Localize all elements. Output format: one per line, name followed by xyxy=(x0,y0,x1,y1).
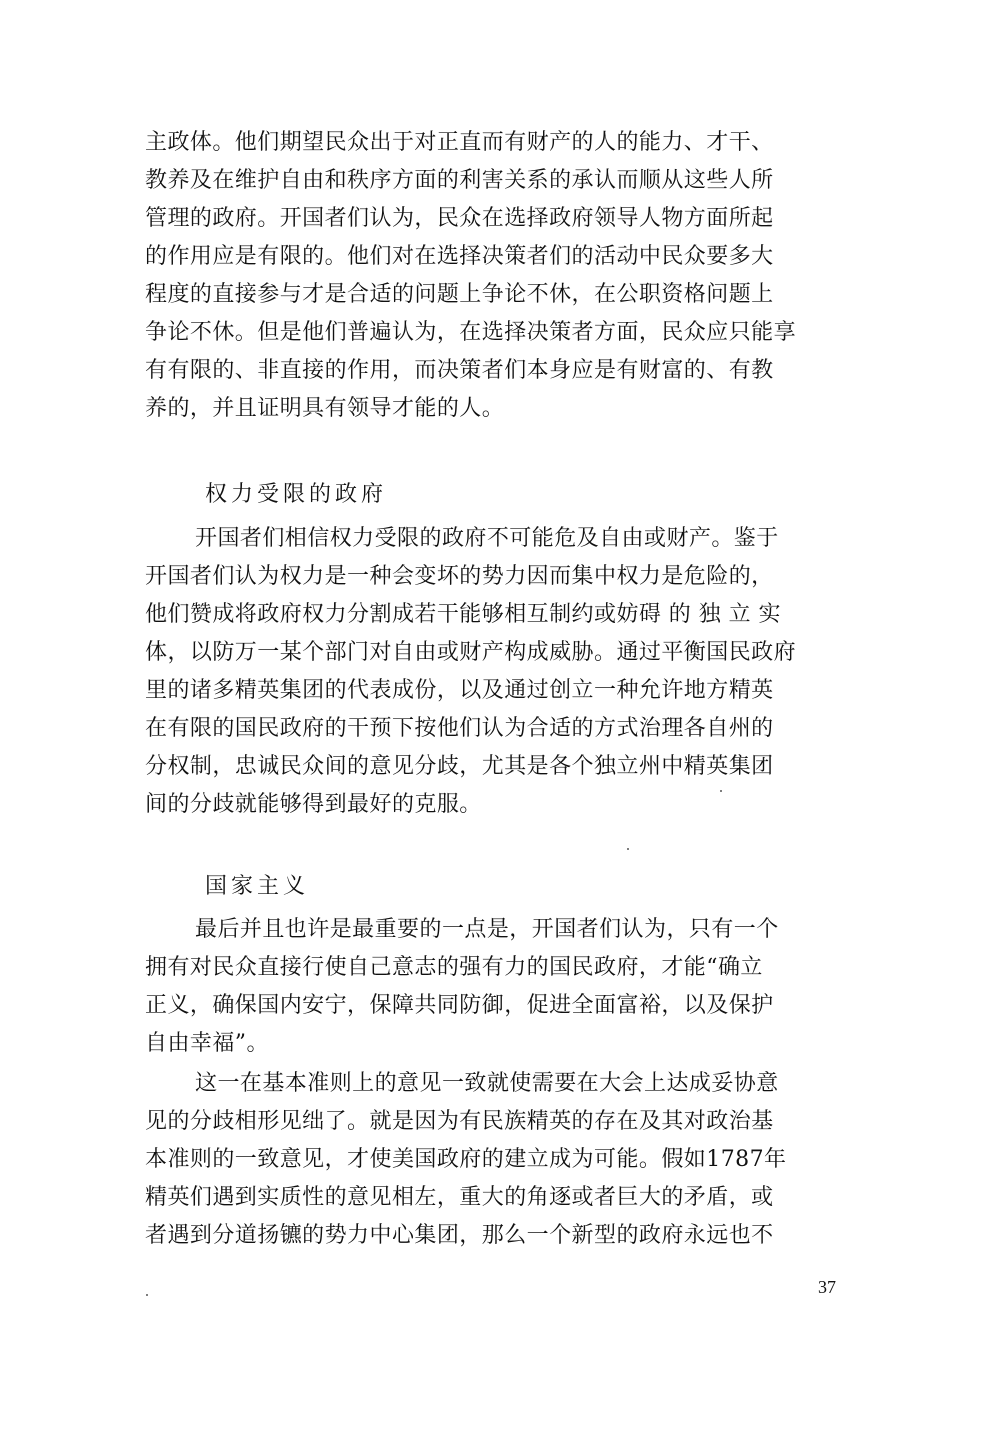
text-line: 有有限的、非直接的作用，而决策者们本身应是有财富的、有教 xyxy=(145,358,774,383)
text-line: 教养及在维护自由和秩序方面的利害关系的承认而顺从这些人所 xyxy=(145,168,774,193)
text-line: 程度的直接参与才是合适的问题上争论不休，在公职资格问题上 xyxy=(145,282,774,307)
text-line: 里的诸多精英集团的代表成份，以及通过创立一种允许地方精英 xyxy=(145,678,774,703)
text-line: 本准则的一致意见，才使美国政府的建立成为可能。假如1787年 xyxy=(145,1147,787,1172)
text-line: 这一在基本准则上的意见一致就使需要在大会上达成妥协意 xyxy=(195,1071,779,1096)
text-line: 分权制，忠诚民众间的意见分歧，尤其是各个独立州中精英集团 xyxy=(145,754,774,779)
text-line: 拥有对民众直接行使自己意志的强有力的国民政府，才能“确立 xyxy=(145,955,763,980)
text-line: 的作用应是有限的。他们对在选择决策者们的活动中民众要多大 xyxy=(145,244,774,269)
text-line: 主政体。他们期望民众出于对正直而有财产的人的能力、才干、 xyxy=(145,130,774,155)
paragraph-4 xyxy=(145,1065,855,1255)
scan-speck xyxy=(146,1294,148,1296)
text-line: 最后并且也许是最重要的一点是，开国者们认为，只有一个 xyxy=(195,917,779,942)
text-line: 养的，并且证明具有领导才能的人。 xyxy=(145,396,505,421)
text-line: 管理的政府。开国者们认为，民众在选择政府领导人物方面所起 xyxy=(145,206,774,231)
paragraph-1 xyxy=(145,124,855,428)
text-line: 他们赞成将政府权力分割成若干能够相互制约或妨碍 的 独 立 实 xyxy=(145,602,781,627)
section-heading-limited-government: 权力受限的政府 xyxy=(205,482,388,507)
page-number: 37 xyxy=(818,1277,836,1297)
text-line: 争论不休。但是他们普遍认为，在选择决策者方面，民众应只能享 xyxy=(145,320,797,345)
text-line: 体，以防万一某个部门对自由或财产构成威胁。通过平衡国民政府 xyxy=(145,640,797,665)
paragraph-3 xyxy=(145,911,855,1063)
text-line: 开国者们认为权力是一种会变坏的势力因而集中权力是危险的， xyxy=(145,564,774,589)
text-line: 自由幸福”。 xyxy=(145,1031,269,1056)
scan-speck xyxy=(627,848,629,850)
text-line: 在有限的国民政府的干预下按他们认为合适的方式治理各自州的 xyxy=(145,716,774,741)
paragraph-2 xyxy=(145,520,855,824)
text-line: 者遇到分道扬镳的势力中心集团，那么一个新型的政府永远也不 xyxy=(145,1223,774,1248)
text-line: 精英们遇到实质性的意见相左，重大的角逐或者巨大的矛盾，或 xyxy=(145,1185,774,1210)
text-line: 正义，确保国内安宁，保障共同防御，促进全面富裕，以及保护 xyxy=(145,993,774,1018)
text-line: 见的分歧相形见绌了。就是因为有民族精英的存在及其对政治基 xyxy=(145,1109,774,1134)
text-line: 间的分歧就能够得到最好的克服。 xyxy=(145,792,482,817)
section-heading-nationalism: 国家主义 xyxy=(205,874,310,899)
text-line: 开国者们相信权力受限的政府不可能危及自由或财产。鉴于 xyxy=(195,526,779,551)
scan-speck xyxy=(720,790,722,792)
